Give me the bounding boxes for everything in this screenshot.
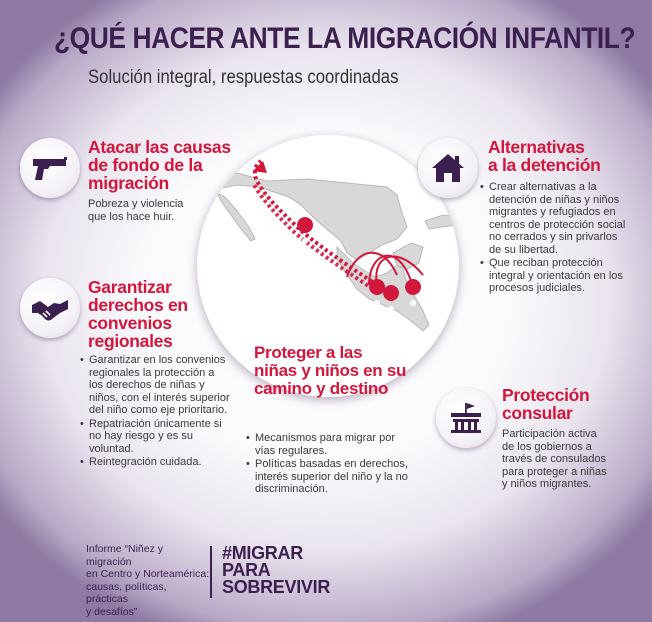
gun-icon [30,153,70,183]
rights-bullet: • Reintegración cuidada. [80,456,230,469]
page-title: ¿QUÉ HACER ANTE LA MIGRACIÓN INFANTIL? [54,22,636,55]
alternatives-bullets [480,181,630,296]
consular-heading: Protección consular [502,385,590,423]
protect-bullets [246,432,416,497]
protect-bullet: • Políticas basadas en derechos, interés superior del niño y la no discriminación. [246,458,416,496]
rights-bullet: • Repatriación únicamente si no hay riesgo y es su voluntad. [80,418,230,456]
consulate-icon [447,401,485,435]
rights-bullets [80,354,230,470]
alternatives-bullet: • Crear alternativas a la detención de niñas y niños migrantes y refugiados en centros de protección social no cerrados y sin privarlos de su libertad. [480,181,630,256]
page-subtitle: Solución integral, respuestas coordinadas [88,67,399,88]
protect-bullet: • Mecanismos para migrar por vías regulares. [246,432,416,457]
house-icon [430,152,466,184]
alternatives-icon-badge [418,138,478,198]
footer-divider [210,546,212,598]
protect-heading: Proteger a las niñas y niños en su camino y destino [254,343,407,398]
report-citation: Informe “Niñez y migración en Centro y Norteamérica: causas, políticas, prácticas y desafíos” [86,543,210,618]
alternatives-heading: Alternativas a la detención [488,137,601,175]
rights-bullet: • Garantizar en los convenios regionales la protección a los derechos de niñas y niños, con el interés superior del niño como eje prioritario. [80,354,230,417]
consular-icon-badge [436,388,496,448]
rights-icon-badge [20,278,80,338]
causes-icon-badge [20,138,80,198]
causes-heading: Atacar las causas de fondo de la migración [88,137,231,193]
alternatives-bullet: • Que reciban protección integral y orientación en los procesos judiciales. [480,257,630,295]
causes-body: Pobreza y violencia que los hace huir. [88,198,184,223]
handshake-icon [30,291,70,325]
campaign-hashtag: #MIGRAR PARA SOBREVIVIR [222,543,331,597]
rights-heading: Garantizar derechos en convenios regionales [88,277,188,351]
consular-body: Participación activa de los gobiernos a través de consulados para proteger a niñas y niños migrantes. [502,428,607,490]
